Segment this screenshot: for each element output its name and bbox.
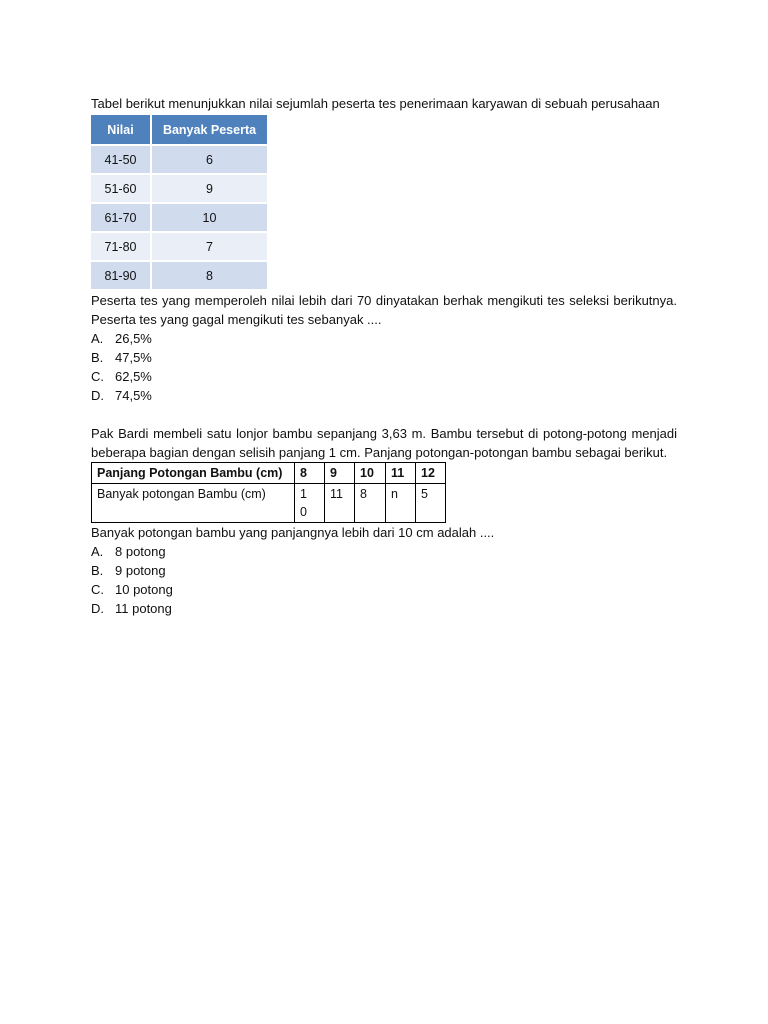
cell-peserta: 9: [152, 175, 267, 202]
cell-nilai: 61-70: [91, 204, 150, 231]
document-page: [91, 94, 677, 618]
option-letter: C.: [91, 369, 104, 384]
cell-nilai: 71-80: [91, 233, 150, 260]
option-text: 8 potong: [115, 544, 166, 559]
option-text: 9 potong: [115, 563, 166, 578]
cell-peserta: 10: [152, 204, 267, 231]
option-letter: B.: [91, 563, 104, 578]
option-letter: D.: [91, 601, 104, 616]
cell-nilai: 51-60: [91, 175, 150, 202]
length-cell: 11: [386, 463, 416, 484]
count-value: 10: [300, 487, 307, 519]
row-label-banyak: Banyak potongan Bambu (cm): [92, 484, 295, 523]
table-row: [91, 262, 267, 289]
option-a: [91, 329, 677, 348]
option-a: [91, 542, 677, 561]
length-cell: 10: [355, 463, 386, 484]
header-nilai: Nilai: [91, 115, 150, 144]
option-text: 11 potong: [115, 601, 172, 616]
table-row: [91, 233, 267, 260]
count-cell: n: [386, 484, 416, 523]
option-d: [91, 599, 677, 618]
cell-nilai: 81-90: [91, 262, 150, 289]
bamboo-table: [91, 462, 446, 523]
option-b: [91, 348, 677, 367]
option-letter: B.: [91, 350, 104, 365]
table-row: [92, 463, 446, 484]
cell-peserta: 8: [152, 262, 267, 289]
q1-intro: Tabel berikut menunjukkan nilai sejumlah peserta tes penerimaan karyawan di sebuah perusahaan: [91, 96, 660, 111]
option-c: [91, 367, 677, 386]
count-cell: 8: [355, 484, 386, 523]
option-text: 10 potong: [115, 582, 173, 597]
cell-peserta: 6: [152, 146, 267, 173]
table-row: [92, 484, 446, 523]
option-letter: C.: [91, 582, 104, 597]
count-cell: 5: [416, 484, 446, 523]
q2-question: Banyak potongan bambu yang panjangnya lebih dari 10 cm adalah ....: [91, 525, 495, 540]
score-table-header: [91, 115, 267, 144]
spacer: [91, 405, 677, 424]
option-text: 62,5%: [115, 369, 152, 384]
option-c: [91, 580, 677, 599]
option-letter: A.: [91, 544, 104, 559]
option-d: [91, 386, 677, 405]
count-cell: [295, 484, 325, 523]
option-text: 26,5%: [115, 331, 152, 346]
row-label-panjang: Panjang Potongan Bambu (cm): [92, 463, 295, 484]
cell-peserta: 7: [152, 233, 267, 260]
cell-nilai: 41-50: [91, 146, 150, 173]
length-cell: 12: [416, 463, 446, 484]
header-banyak-peserta: Banyak Peserta: [152, 115, 267, 144]
q1-question: Peserta tes yang memperoleh nilai lebih dari 70 dinyatakan berhak mengikuti tes seleksi berikutnya. Peserta tes yang gagal mengikuti tes sebanyak ....: [91, 293, 677, 327]
option-letter: D.: [91, 388, 104, 403]
q2-options: [91, 542, 677, 618]
count-cell: 11: [325, 484, 355, 523]
q2-intro: Pak Bardi membeli satu lonjor bambu sepanjang 3,63 m. Bambu tersebut di potong-potong menjadi beberapa bagian dengan selisih panjang 1 cm. Panjang potongan-potongan bambu sebagai berikut.: [91, 426, 677, 460]
option-letter: A.: [91, 331, 104, 346]
option-text: 74,5%: [115, 388, 152, 403]
score-table: [89, 113, 269, 291]
table-row: [91, 146, 267, 173]
table-row: [91, 175, 267, 202]
option-text: 47,5%: [115, 350, 152, 365]
q1-options: [91, 329, 677, 405]
length-cell: 9: [325, 463, 355, 484]
option-b: [91, 561, 677, 580]
length-cell: 8: [295, 463, 325, 484]
table-row: [91, 204, 267, 231]
